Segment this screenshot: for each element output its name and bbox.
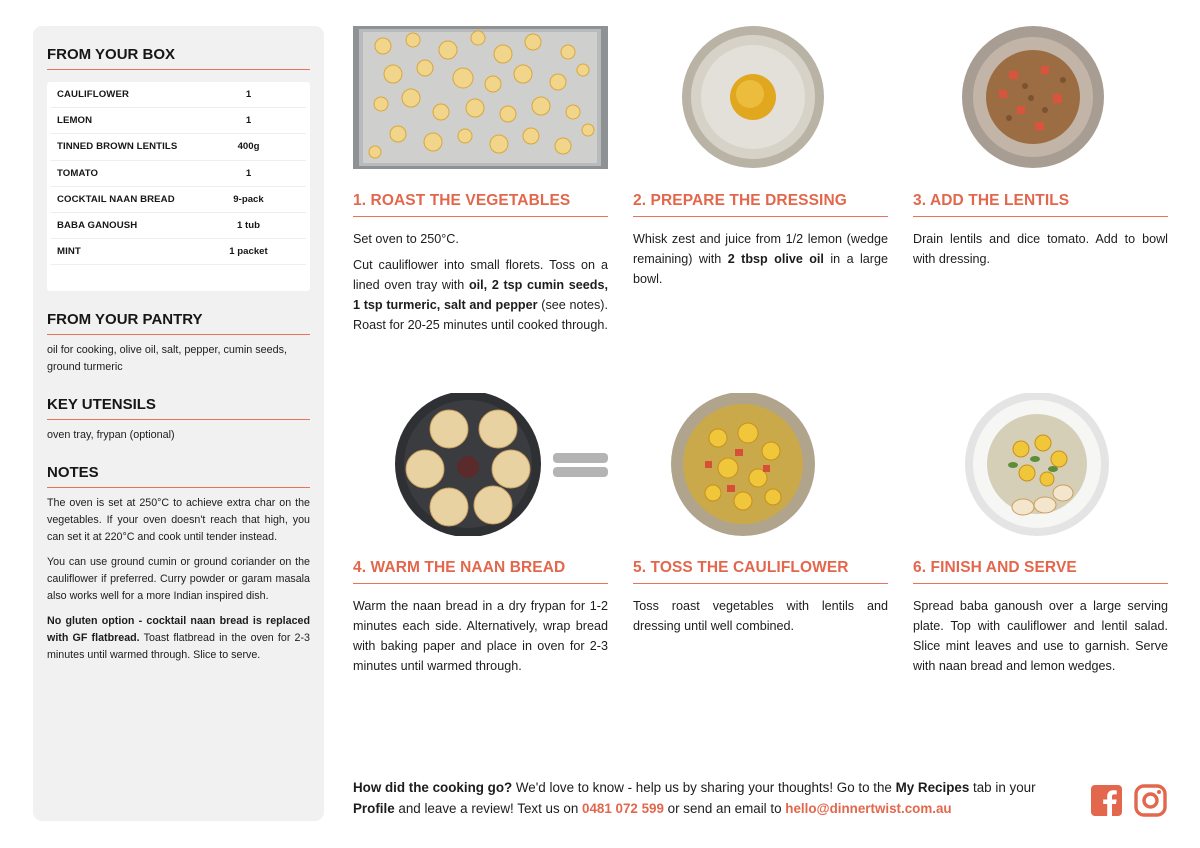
facebook-icon[interactable] — [1090, 784, 1123, 817]
from-your-pantry-heading: FROM YOUR PANTRY — [47, 311, 310, 335]
table-row — [51, 213, 306, 239]
step-6-photo — [913, 393, 1168, 536]
step-1 — [353, 26, 608, 335]
step-1-text-bold: oil, 2 tsp cumin seeds, 1 tsp turmeric, salt and pepper — [353, 278, 608, 312]
utensils-section — [47, 396, 310, 444]
from-your-box-heading: FROM YOUR BOX — [47, 46, 310, 70]
ingredient-name: COCKTAIL NAAN BREAD — [57, 193, 175, 205]
step-5-title: 5. TOSS THE CAULIFLOWER — [633, 559, 888, 584]
step-1-text-a: Cut cauliflower into small florets. Toss on a lined oven tray with — [353, 258, 608, 292]
ingredients-table — [47, 82, 310, 291]
step-3-title: 3. ADD THE LENTILS — [913, 192, 1168, 217]
step-5-photo — [633, 393, 888, 536]
feedback-question: How did the cooking go? — [353, 780, 513, 795]
ingredient-name: LEMON — [57, 115, 93, 127]
feedback-text: and leave a review! Text us on — [394, 801, 583, 816]
feedback-text: or send an email to — [663, 801, 786, 816]
frypan-naan-image — [353, 393, 608, 536]
instagram-icon[interactable] — [1134, 784, 1167, 817]
table-row — [51, 239, 306, 265]
gluten-option-bold: No gluten option - cocktail naan bread is replaced with GF flatbread. — [47, 615, 310, 645]
notes-paragraph: The oven is set at 250°C to achieve extra char on the vegetables. If your oven doesn't reach that high, you can set it at 220°C and cook until tender instead. — [47, 497, 310, 544]
ingredient-qty: 1 — [245, 115, 252, 127]
step-2-text — [633, 229, 888, 289]
ingredient-name: BABA GANOUSH — [57, 220, 138, 232]
step-4-text: Warm the naan bread in a dry frypan for 1-2 minutes each side. Alternatively, wrap bread with baking paper and place in oven for 2-3 minutes until warmed through. — [353, 599, 608, 673]
dressing-bowl-image — [633, 26, 888, 169]
serving-plate-image — [913, 393, 1168, 536]
step-4-photo — [353, 393, 608, 536]
step-4-title: 4. WARM THE NAAN BREAD — [353, 559, 608, 584]
step-6 — [913, 393, 1168, 676]
email-link[interactable]: hello@dinnertwist.com.au — [785, 801, 952, 816]
step-4 — [353, 393, 608, 676]
ingredient-name: MINT — [57, 246, 81, 258]
step-2-text-bold: 2 tbsp olive oil — [727, 252, 824, 266]
ingredient-qty: 1 tub — [237, 220, 260, 232]
step-1-title: 1. ROAST THE VEGETABLES — [353, 192, 608, 217]
table-row — [51, 82, 306, 108]
step-6-title: 6. FINISH AND SERVE — [913, 559, 1168, 584]
feedback-text: tab in your — [969, 780, 1036, 795]
key-utensils-heading: KEY UTENSILS — [47, 396, 310, 420]
step-1-photo — [353, 26, 608, 169]
step-2 — [633, 26, 888, 289]
feedback-text: We'd love to know - help us by sharing your thoughts! Go to the — [512, 780, 896, 795]
ingredient-name: CAULIFLOWER — [57, 89, 129, 101]
step-3-photo — [913, 26, 1168, 169]
ingredient-qty: 1 — [245, 89, 252, 101]
gluten-option-text: Toast flatbread in the oven for 2-3 minutes until warmed through. Slice to serve. — [47, 632, 310, 662]
step-6-text: Spread baba ganoush over a large serving plate. Top with cauliflower and lentil salad. Slice mint leaves and use to garnish. Serve with naan bread and lemon wedges. — [913, 599, 1168, 673]
table-row — [51, 161, 306, 187]
oven-tray-cauliflower-image — [353, 26, 608, 169]
phone-link[interactable]: 0481 072 599 — [582, 801, 664, 816]
step-2-text-c: in a large bowl. — [633, 252, 888, 286]
step-1-text — [353, 255, 608, 335]
table-row — [51, 187, 306, 213]
lentils-bowl-image — [913, 26, 1168, 169]
ingredient-name: TOMATO — [57, 167, 99, 179]
table-row — [51, 108, 306, 134]
notes-heading: NOTES — [47, 464, 310, 488]
step-1-text: Set oven to 250°C. — [353, 232, 459, 246]
profile-link[interactable]: Profile — [353, 801, 395, 816]
ingredient-qty: 1 packet — [229, 246, 268, 258]
pantry-text: oil for cooking, olive oil, salt, pepper, cumin seeds, ground turmeric — [47, 344, 288, 374]
step-5-text: Toss roast vegetables with lentils and dressing until well combined. — [633, 599, 888, 633]
ingredient-name: TINNED BROWN LENTILS — [57, 141, 178, 153]
sidebar — [33, 26, 324, 821]
step-2-title: 2. PREPARE THE DRESSING — [633, 192, 888, 217]
utensils-text: oven tray, frypan (optional) — [47, 429, 175, 442]
step-5 — [633, 393, 888, 636]
table-row-empty — [51, 265, 306, 291]
step-2-text-a: Whisk zest and juice from 1/2 lemon (wedge remaining) with — [633, 232, 888, 266]
my-recipes-link[interactable]: My Recipes — [895, 780, 970, 795]
step-3 — [913, 26, 1168, 269]
notes-section — [47, 464, 310, 664]
notes-paragraph: You can use ground cumin or ground coriander on the cauliflower if preferred. Curry powder or garam masala also works well for a more Indian inspired dish. — [47, 556, 310, 603]
step-1-text-c: (see notes). Roast for 20-25 minutes until cooked through. — [353, 298, 608, 332]
table-row — [51, 134, 306, 160]
notes-paragraph — [47, 613, 310, 664]
ingredient-qty: 400g — [237, 141, 260, 153]
step-3-text: Drain lentils and dice tomato. Add to bowl with dressing. — [913, 232, 1168, 266]
ingredient-qty: 9-pack — [233, 193, 264, 205]
ingredient-qty: 1 — [245, 167, 252, 179]
feedback-footer — [353, 777, 1078, 819]
step-2-photo — [633, 26, 888, 169]
tossed-salad-bowl-image — [633, 393, 888, 536]
pantry-section — [47, 311, 310, 376]
